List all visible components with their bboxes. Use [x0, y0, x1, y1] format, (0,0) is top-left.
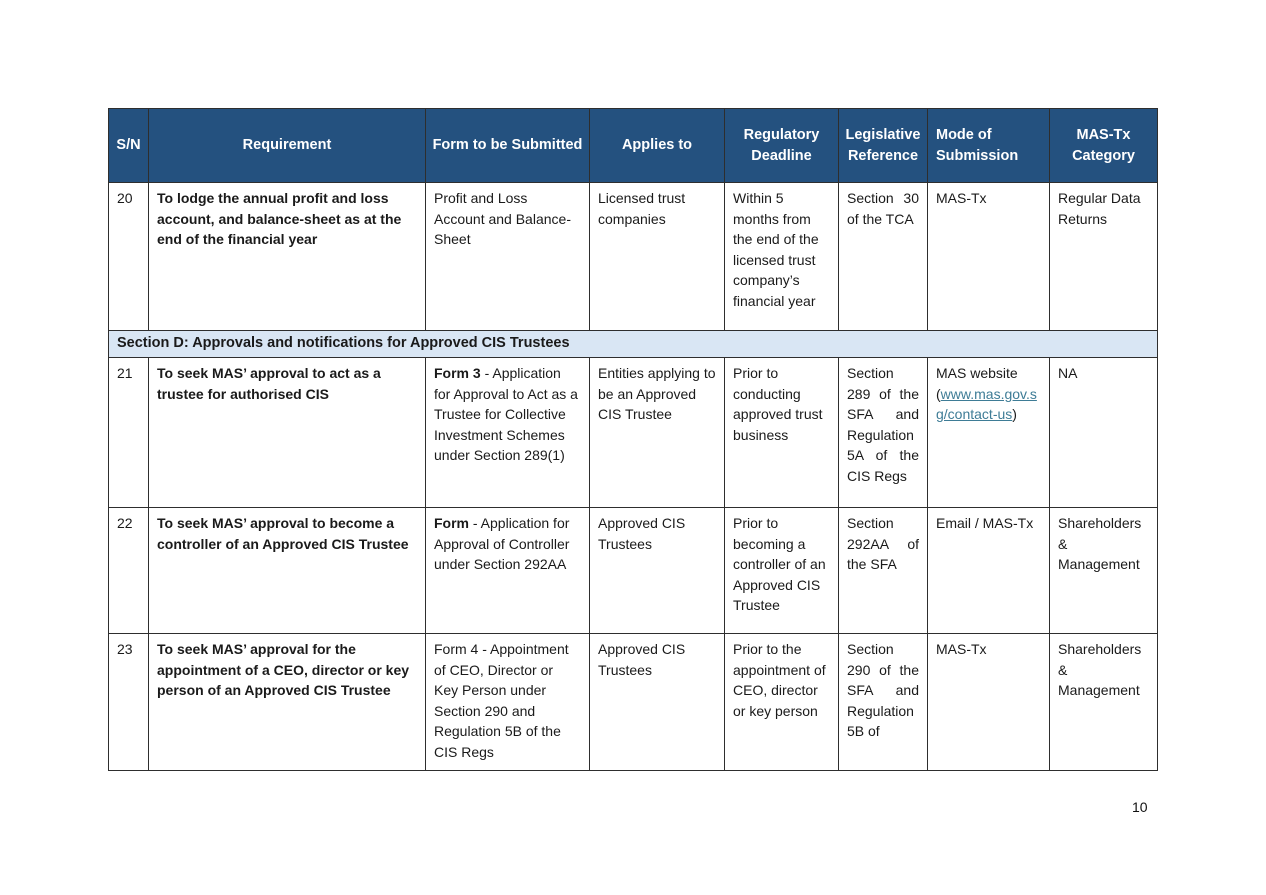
- header-regulatory-deadline: Regulatory Deadline: [725, 109, 839, 183]
- cell-form: [426, 508, 590, 634]
- section-header-row: [109, 331, 1158, 358]
- form-description: - Application for Approval of Controller under Section 292AA: [434, 515, 570, 572]
- header-requirement: Requirement: [149, 109, 426, 183]
- mode-text: MAS-Tx: [936, 641, 987, 657]
- cell-applies-to: Licensed trust companies: [590, 183, 725, 331]
- cell-mas-tx-category: Shareholders & Management: [1050, 634, 1158, 771]
- cell-applies-to: Approved CIS Trustees: [590, 634, 725, 771]
- cell-legislative-reference: Section 290 of the SFA and Regulation 5B of: [839, 634, 928, 771]
- cell-requirement: To lodge the annual profit and loss account, and balance-sheet as at the end of the financial year: [149, 183, 426, 331]
- mas-contact-link[interactable]: www.mas.gov.sg/contact-us: [936, 385, 1037, 422]
- cell-mas-tx-category: Shareholders & Management: [1050, 508, 1158, 634]
- cell-legislative-reference: Section 289 of the SFA and Regulation 5A of the CIS Regs: [839, 358, 928, 508]
- form-description: Form 4 - Appointment of CEO, Director or Key Person under Section 290 and Regulation 5B of the CIS Regs: [434, 641, 569, 760]
- mode-text: Email / MAS-Tx: [936, 515, 1034, 531]
- cell-mas-tx-category: NA: [1050, 358, 1158, 508]
- cell-regulatory-deadline: Prior to conducting approved trust business: [725, 358, 839, 508]
- cell-requirement: To seek MAS’ approval for the appointment of a CEO, director or key person of an Approved CIS Trustee: [149, 634, 426, 771]
- section-header-label: Section D: Approvals and notifications for Approved CIS Trustees: [109, 331, 1158, 358]
- cell-legislative-reference: Section 30 of the TCA: [839, 183, 928, 331]
- cell-mode-of-submission: [928, 508, 1050, 634]
- cell-legislative-reference: Section 292AA of the SFA: [839, 508, 928, 634]
- form-description: - Application for Approval to Act as a Trustee for Collective Investment Schemes under Section 289(1): [434, 365, 578, 463]
- mode-text: MAS website: [936, 365, 1018, 381]
- requirements-table: [108, 108, 1158, 771]
- form-description: Profit and Loss Account and Balance-Sheet: [434, 190, 571, 247]
- paren-open: (: [936, 385, 941, 402]
- cell-applies-to: Entities applying to be an Approved CIS Trustee: [590, 358, 725, 508]
- paren-close: ): [1012, 406, 1017, 422]
- cell-regulatory-deadline: Prior to the appointment of CEO, director or key person: [725, 634, 839, 771]
- cell-mode-of-submission: [928, 358, 1050, 508]
- cell-mode-of-submission: [928, 634, 1050, 771]
- cell-sn: 21: [109, 358, 149, 508]
- table-row: [109, 183, 1158, 331]
- header-applies-to: Applies to: [590, 109, 725, 183]
- table-header-row: [109, 109, 1158, 183]
- cell-applies-to: Approved CIS Trustees: [590, 508, 725, 634]
- cell-regulatory-deadline: Within 5 months from the end of the licensed trust company’s financial year: [725, 183, 839, 331]
- cell-sn: 22: [109, 508, 149, 634]
- page-number: 10: [1132, 799, 1148, 815]
- cell-form: [426, 183, 590, 331]
- cell-sn: 23: [109, 634, 149, 771]
- header-mas-tx-category: MAS-Tx Category: [1050, 109, 1158, 183]
- cell-mode-of-submission: [928, 183, 1050, 331]
- mode-link-line: [936, 384, 1041, 425]
- cell-requirement: To seek MAS’ approval to act as a trustee for authorised CIS: [149, 358, 426, 508]
- table-row: [109, 508, 1158, 634]
- requirements-table-container: [108, 108, 1157, 771]
- header-form: Form to be Submitted: [426, 109, 590, 183]
- form-name-bold: Form 3: [434, 365, 481, 381]
- header-mode-of-submission: Mode of Submission: [928, 109, 1050, 183]
- header-sn: S/N: [109, 109, 149, 183]
- cell-form: [426, 634, 590, 771]
- cell-sn: 20: [109, 183, 149, 331]
- table-row: [109, 634, 1158, 771]
- cell-requirement: To seek MAS’ approval to become a controller of an Approved CIS Trustee: [149, 508, 426, 634]
- cell-regulatory-deadline: Prior to becoming a controller of an Approved CIS Trustee: [725, 508, 839, 634]
- cell-mas-tx-category: Regular Data Returns: [1050, 183, 1158, 331]
- table-row: [109, 358, 1158, 508]
- mode-text: MAS-Tx: [936, 190, 987, 206]
- form-name-bold: Form: [434, 515, 469, 531]
- cell-form: [426, 358, 590, 508]
- header-legislative-reference: Legislative Reference: [839, 109, 928, 183]
